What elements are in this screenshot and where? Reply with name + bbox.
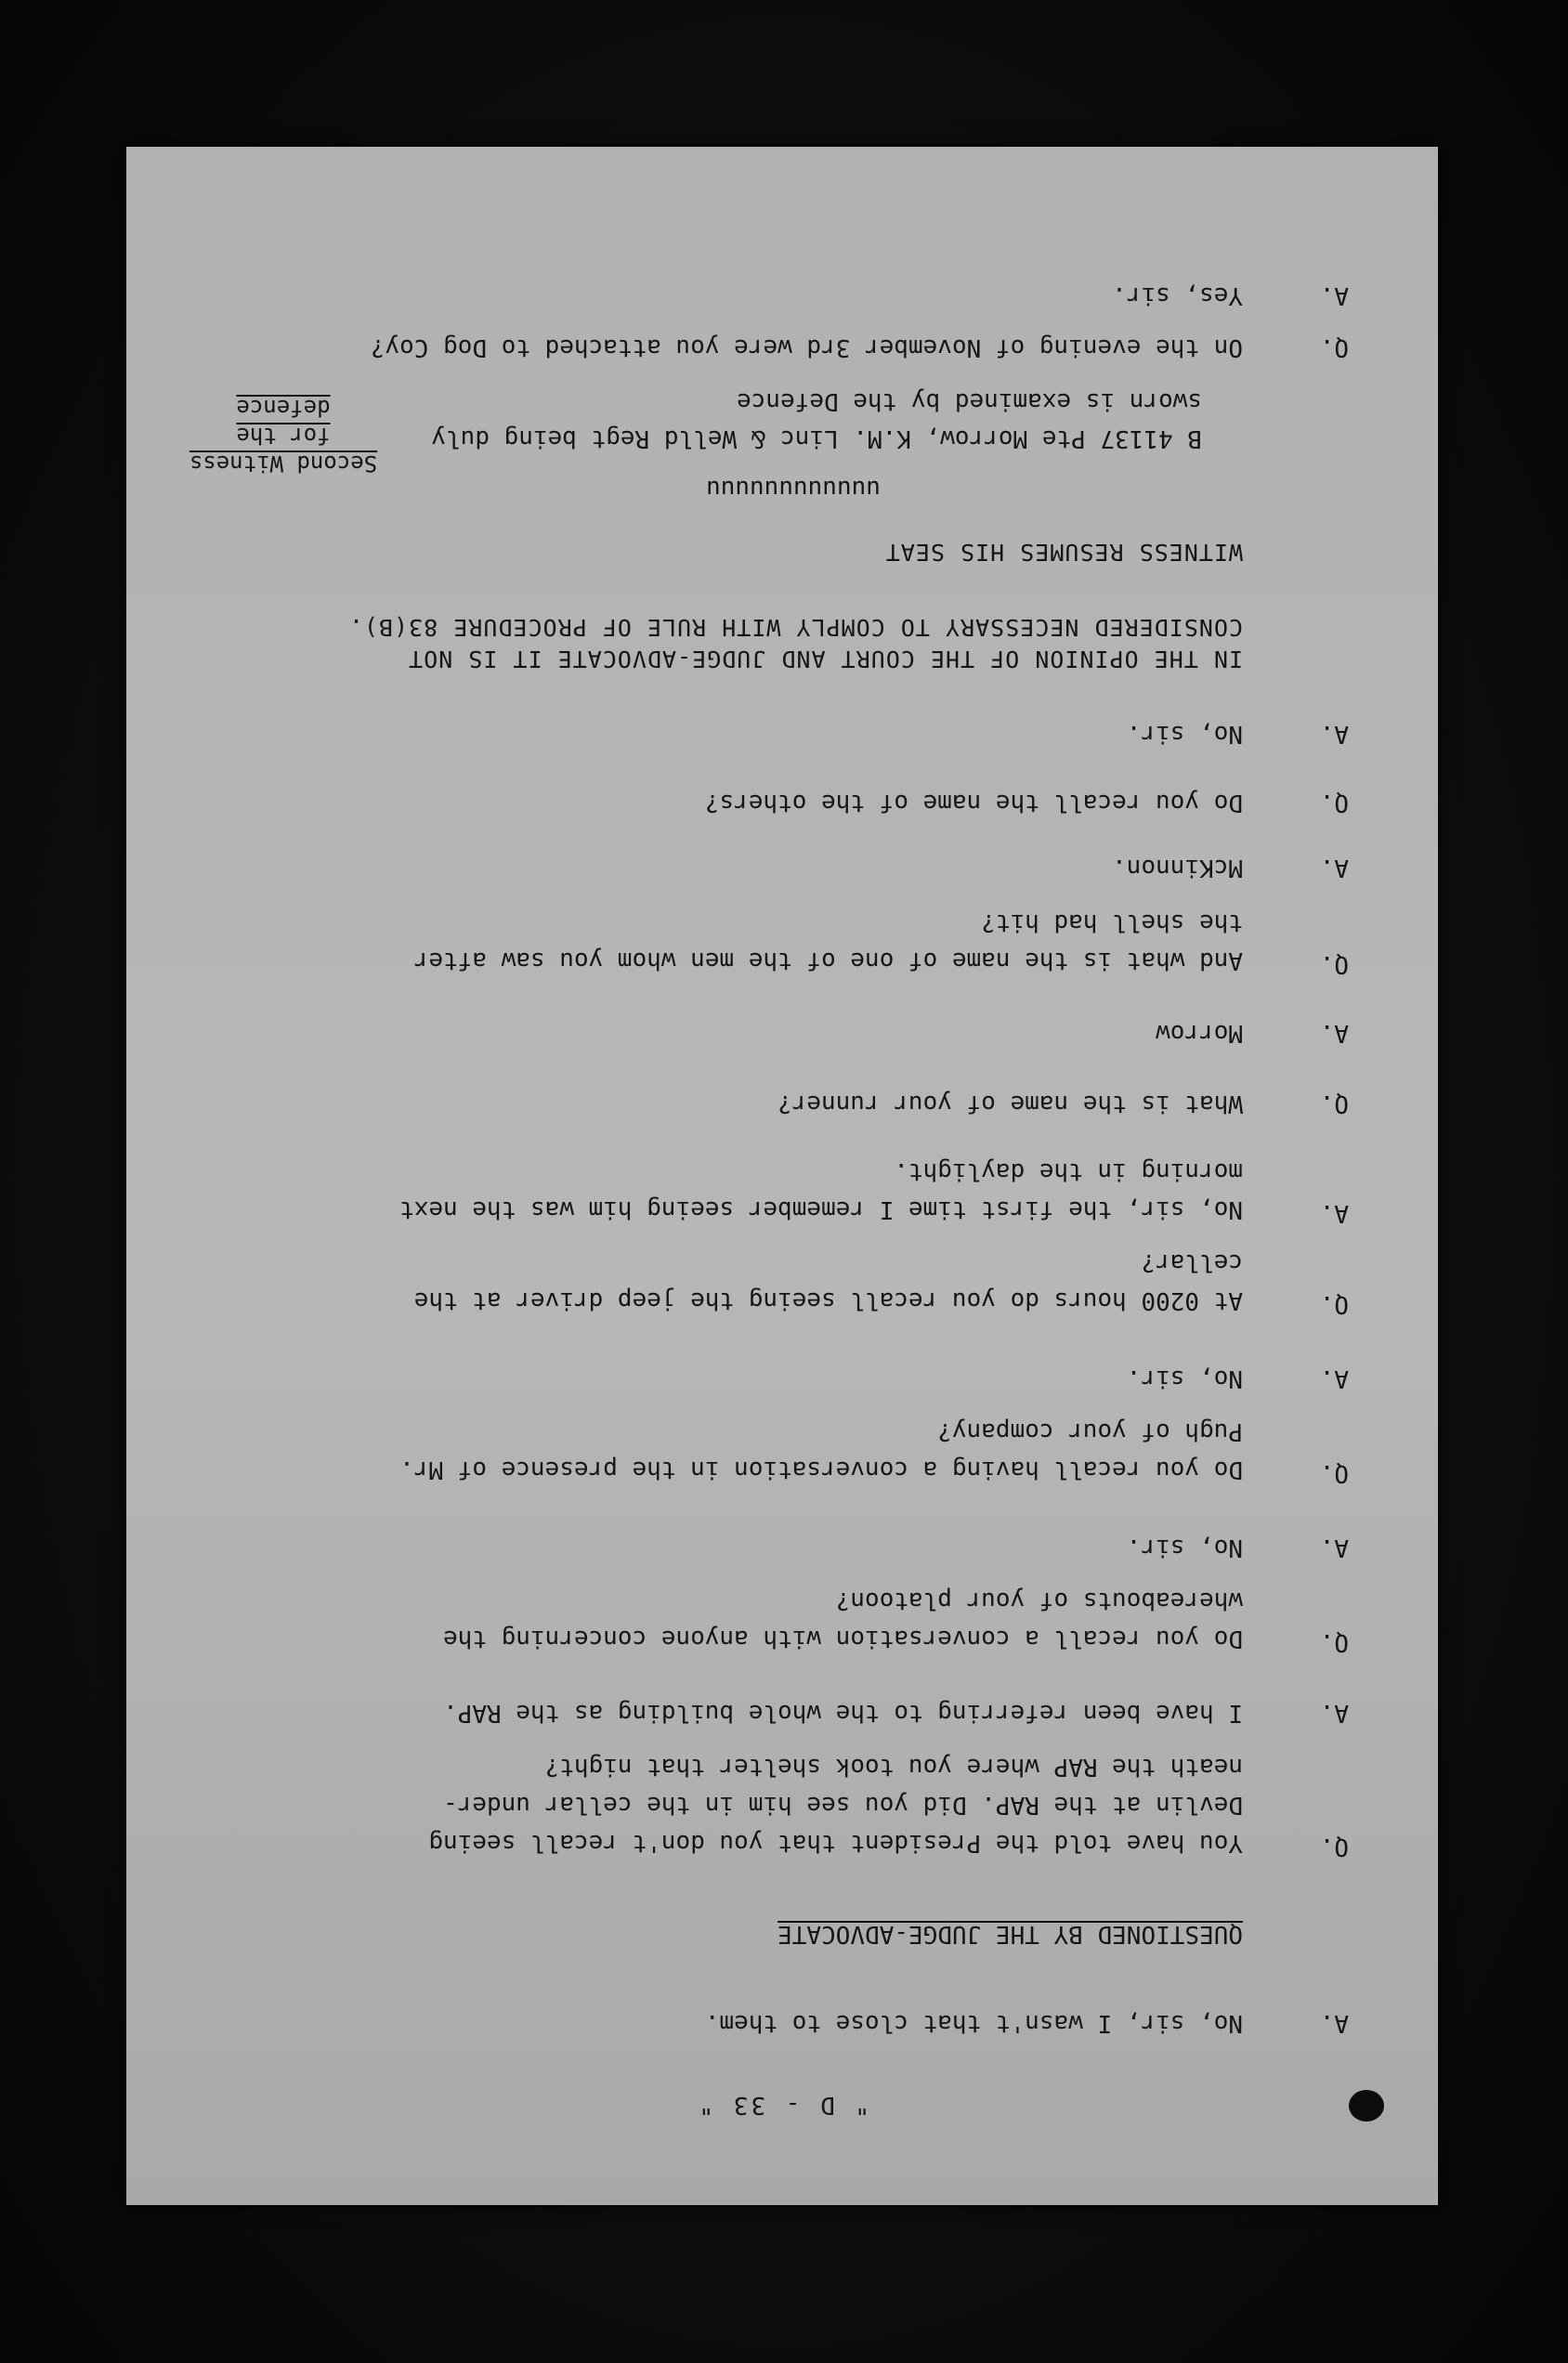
separator-line: uuuuuuuuuuuu xyxy=(706,475,881,503)
answer-label: A. xyxy=(1319,281,1349,309)
question-label: Q. xyxy=(1319,1833,1349,1860)
answer-text: No, sir, I wasn't that close to them. xyxy=(704,2009,1243,2037)
answer-text: Morrow xyxy=(1156,1019,1243,1047)
question-label: Q. xyxy=(1319,950,1349,978)
answer-text: No, sir. xyxy=(1126,1534,1243,1561)
question-text: On the evening of November 3rd were you attached to Dog Coy? xyxy=(370,333,1243,361)
punch-hole xyxy=(1349,2090,1384,2121)
answer-text: I have been referring to the whole building as the RAP. xyxy=(443,1699,1243,1727)
question-text: Do you recall a conversation with anyone concerning the whereabouts of your platoon? xyxy=(443,1586,1243,1652)
question-text: Do you recall the name of the others? xyxy=(704,789,1243,816)
question-text: And what is the name of one of the men whom you saw after the shell had hit? xyxy=(413,908,1243,974)
witness-resumes-note: WITNESS RESUMES HIS SEAT xyxy=(884,539,1243,566)
answer-label: A. xyxy=(1319,1199,1349,1227)
witness-intro: B 41137 Pte Morrow, K.M. Linc & Welld Regt being duly sworn is examined by the Defence xyxy=(431,387,1202,452)
question-text: Do you recall having a conversation in the presence of Mr. Pugh of your company? xyxy=(399,1417,1243,1483)
question-label: Q. xyxy=(1319,1459,1349,1487)
answer-label: A. xyxy=(1319,1364,1349,1392)
question-label: Q. xyxy=(1319,1628,1349,1656)
answer-label: A. xyxy=(1319,720,1349,748)
answer-label: A. xyxy=(1319,1534,1349,1561)
question-label: Q. xyxy=(1319,1290,1349,1318)
answer-text: No, sir. xyxy=(1126,720,1243,748)
answer-label: A. xyxy=(1319,1699,1349,1727)
question-label: Q. xyxy=(1319,789,1349,816)
question-label: Q. xyxy=(1319,1090,1349,1117)
question-text: At 0200 hours do you recall seeing the jeep driver at the cellar? xyxy=(413,1248,1243,1314)
answer-text: No, sir, the first time I remember seeing him was the next morning in the daylight. xyxy=(399,1157,1243,1223)
margin-note-line: for the xyxy=(236,423,331,449)
margin-note-line: Second Witness xyxy=(189,450,378,477)
answer-text: No, sir. xyxy=(1126,1364,1243,1392)
question-text: You have told the President that you don't recall seeing Devlin at the RAP. Did you see him in the cellar under- neath the RAP where you took shelter that night? xyxy=(428,1753,1243,1857)
answer-label: A. xyxy=(1319,854,1349,881)
answer-text: McKinnon. xyxy=(1112,854,1243,881)
page-number: " D - 33 " xyxy=(696,2091,869,2119)
court-note: IN THE OPINION OF THE COURT AND JUDGE-ADVOCATE IT IS NOT CONSIDERED NECESSARY TO COMPLY WITH RULE OF PROCEDURE 83(B). xyxy=(347,614,1243,672)
margin-note-line: defence xyxy=(236,395,331,421)
question-text: What is the name of your runner? xyxy=(777,1090,1243,1117)
answer-label: A. xyxy=(1319,2009,1349,2037)
answer-text: Yes, sir. xyxy=(1112,281,1243,309)
section-heading: QUESTIONED BY THE JUDGE-ADVOCATE xyxy=(777,1920,1243,1948)
document-page xyxy=(126,147,1438,2205)
answer-label: A. xyxy=(1319,1019,1349,1047)
margin-note xyxy=(167,394,399,477)
question-label: Q. xyxy=(1319,333,1349,361)
